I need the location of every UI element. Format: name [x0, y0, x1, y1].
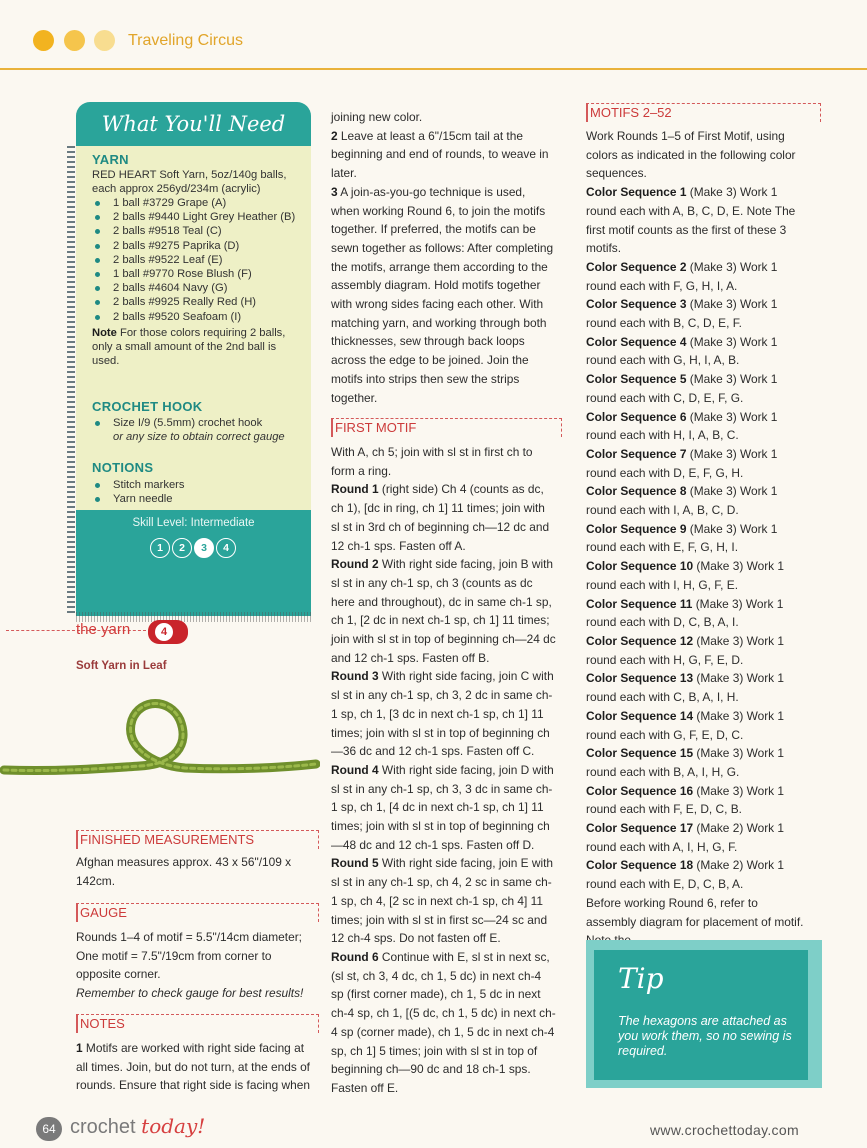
color-sequence: Color Sequence 10 (Make 3) Work 1 round each with I, H, G, F, E.	[586, 559, 785, 592]
color-sequence: Color Sequence 13 (Make 3) Work 1 round each with C, B, A, I, H.	[586, 671, 785, 705]
yarn-strand-image	[0, 690, 320, 800]
color-sequence: Color Sequence 5 (Make 3) Work 1 round each with C, D, E, F, G.	[586, 372, 778, 405]
color-sequence: Color Sequence 12 (Make 3) Work 1 round each with H, G, F, E, D.	[586, 633, 785, 667]
color-sequence: Color Sequence 11 (Make 3) Work 1 round each with D, C, B, A, I.	[586, 596, 784, 630]
magazine-brand: crochet today!	[70, 1114, 206, 1138]
list-item: 1 ball #3729 Grape (A)	[92, 196, 304, 210]
website-url: www.crochettoday.com	[650, 1122, 799, 1138]
finished-measurements-heading: FINISHED MEASUREMENTS	[80, 832, 255, 847]
list-item: 1 ball #9770 Rose Blush (F)	[92, 267, 304, 281]
header-rule	[0, 68, 867, 70]
yarn-intro: RED HEART Soft Yarn, 5oz/140g balls, each approx 256yd/234m (acrylic)	[92, 169, 287, 195]
yarn-name: Soft Yarn in Leaf	[76, 660, 167, 672]
color-sequence: Color Sequence 17 (Make 2) Work 1 round each with A, I, H, G, F.	[586, 821, 785, 854]
header-dot-icon	[94, 30, 115, 51]
skill-level-indicator	[150, 538, 240, 560]
list-item: or any size to obtain correct gauge	[113, 431, 285, 444]
yarn-note: Note For those colors requiring 2 balls, only a small amount of the 2nd ball is used.	[92, 327, 286, 367]
color-sequence: Color Sequence 3 (Make 3) Work 1 round each with B, C, D, E, F.	[586, 297, 778, 331]
skill-level-label: Skill Level: Intermediate	[132, 517, 255, 529]
page-header	[0, 0, 867, 70]
notions-list	[92, 478, 304, 506]
skill-level-2: 2	[172, 538, 192, 558]
first-motif-heading: FIRST MOTIF	[335, 420, 417, 435]
color-sequence: Color Sequence 9 (Make 3) Work 1 round each with E, F, G, H, I.	[586, 521, 778, 555]
note-1: 1 Motifs are worked with right side facing at all times. Join, but do not turn, at the ends of rounds. Ensure that right side is facing when	[76, 1041, 310, 1093]
yarn-list	[92, 196, 304, 324]
list-item: 2 balls #4604 Navy (G)	[92, 281, 304, 295]
list-item: Stitch markers	[92, 478, 304, 492]
list-item: Size I/9 (5.5mm) crochet hook	[92, 416, 304, 430]
color-sequence: Color Sequence 6 (Make 3) Work 1 round each with H, I, A, B, C.	[586, 409, 778, 443]
list-item: Yarn needle	[92, 492, 304, 506]
motifs-text: Work Rounds 1–5 of First Motif, using colors as indicated in the following color sequences. Color Sequence 1 (Make 3) Work 1 round each with A, B, C, D, E. Note The first motif counts as the first of these 3 motifs. Color Sequence 2 (Make 3) Work 1 round each with F, G, H, I, A. Color Sequence 3 (Make 3) Work 1 round each with B, C, D, E, F. Color Sequence 4 (Make 3) Work 1 round each with G, H, I, A, B. Color Sequence 5 (Make 3) Work 1 round each with C, D, E, F, G. Color Sequence 6 (Make 3) Work 1 round each with H, I, A, B, C. Color Sequence 7 (Make 3) Work 1 round each with D, E, F, G, H. Color Sequence 8 (Make 3) Work 1 round each with I, A, B, C, D. Color Sequence 9 (Make 3) Work 1 round each with E, F, G, H, I. Color Sequence 10 (Make 3) Work 1 round each with I, H, G, F, E. Color Sequence 11 (Make 3) Work 1 round each with D, C, B, A, I. Color Sequence 12 (Make 3) Work 1 round each with H, G, F, E, D. Color Sequence 13 (Make 3) Work 1 round each with C, B, A, I, H. Color Sequence 14 (Make 3) Work 1 round each with G, F, E, D, C. Color Sequence 15 (Make 3) Work 1 round each with B, A, I, H, G. Color Sequence 16 (Make 3) Work 1 round each with F, E, D, C, B. Color Sequence 17 (Make 2) Work 1 round each with A, I, H, G, F. Color Sequence 18 (Make 2) Work 1 round each with E, D, C, B, A. Before working Round 6, refer to assembly diagram for placement of motif.	[586, 127, 811, 950]
tip-title: Tip	[618, 962, 664, 995]
list-item: 2 balls #9440 Light Grey Heather (B)	[92, 210, 304, 224]
gauge-heading: GAUGE	[80, 905, 127, 920]
page-number: 64	[36, 1117, 62, 1141]
color-sequence: Color Sequence 18 (Make 2) Work 1 round each with E, D, C, B, A.	[586, 858, 785, 892]
color-sequence: Color Sequence 4 (Make 3) Work 1 round each with G, H, I, A, B.	[586, 334, 778, 368]
what-you-need-panel	[76, 102, 311, 582]
notes-continued: joining new color. 2 Leave at least a 6"/15cm tail at the beginning and end of rounds, to weave in later. 3 A join-as-you-go technique is used, when working Round 6, to join the motifs together. If preferred, the motifs can be sewn together as follows: After completing the motifs, arrange them according to the assembly diagram. Hold motifs together with wrong sides facing each other. With matching yarn, and working through both thicknesses, sew through back loops across the edge to be joined. Join the motifs into strips then sew the strips together.	[331, 110, 554, 405]
tip-text: The hexagons are attached as you work them, so no sewing is required.	[618, 1014, 792, 1058]
round-instruction: Round 6 Continue with E, sl st in next sc, (sl st, ch 3, 4 dc, ch 1, 5 dc) in next ch-4 sp (first corner made), ch 1, 5 dc in next ch-4 sp, ch 1, [(5 dc, ch 1, 5 dc) in next ch-4 sp (corner made), ch 1, 5 dc in next ch-4 sp, ch 1] 5 times; join with sl st in top of beginning ch—90 dc and 18 ch-1 sps. Fasten off E.	[331, 949, 556, 1095]
round-instruction: Round 5 With right side facing, join E with sl st in any ch-1 sp, ch 4, 2 sc in same ch-1 sp, ch 4, [2 sc in next ch-1 sp, ch 4] 11 times; join with sl st in first sc—24 sc and 12 ch-4 sps. Do not fasten off E.	[331, 856, 554, 946]
tip-inner	[594, 950, 808, 1080]
motifs-closing: Before working Round 6, refer to assembly diagram for placement of motif.	[586, 895, 804, 929]
notes-heading: NOTES	[80, 1016, 125, 1031]
list-item: 2 balls #9925 Really Red (H)	[92, 295, 304, 309]
header-dot-icon	[64, 30, 85, 51]
what-you-need-title: What You'll Need	[76, 102, 311, 146]
round-instruction: Round 2 With right side facing, join B with sl st in any ch-1 sp, ch 3 (counts as dc here and throughout), dc in same ch-1 sp, ch 1, [2 dc in next ch-1 sp, ch 1] 11 times; join with sl st in top of beginning ch—24 dc and 12 ch-1 sps. Fasten off B.	[331, 557, 556, 665]
first-motif-text: With A, ch 5; join with sl st in first ch to form a ring. Round 1 (right side) Ch 4 (counts as dc, ch 1), [dc in ring, ch 1] 11 times; join with sl st in 3rd ch of beginning ch—12 dc and 12 ch-1 sps. Fasten off A. Round 2 With right side facing, join B with sl st in any ch-1 sp, ch 3 (counts as dc here and throughout), dc in same ch-1 sp, ch 1, [2 dc in next ch-1 sp, ch 1] 11 times; join with sl st in top of beginning ch—24 dc and 12 ch-1 sps. Fasten off B. Round 3 With right side facing, join C with sl st in any ch-1 sp, ch 3, 2 dc in same ch-1 sp, ch 1, [3 dc in next ch-1 sp, ch 1] 11 times; join with sl st in top of beginning ch—36 dc and 12 ch-1 sps. Fasten off C. Round 4 With right side facing, join D with sl st in any ch-1 sp, ch 3, 3 dc in same ch-1 sp, ch 1, [4 dc in next ch-1 sp, ch 1] 11 times; join with sl st in top of beginning ch—48 dc and 12 ch-1 sps. Fasten off D. Round 5 With right side facing, join E with sl st in any ch-1 sp, ch 4, 2 sc in same ch-1 sp, ch 4, [2 sc in next ch-1 sp, ch 4] 11 times; join with sl st in first sc—24 sc and 12 ch-4 sps. Do not fasten off E. Round 6 Continue with E, sl st in next sc, (sl st, ch 3, 4 dc, ch 1, 5 dc) in next ch-4 sp (first corner made), ch 1, 5 dc in next ch-4 sp, ch 1, [(5 dc, ch 1, 5 dc) in next ch-4 sp (corner made), ch 1, 5 dc in next ch-4 sp, ch 1] 5 times; join with sl st in top of beginning ch—90 dc and 18 ch-1 sps. Fasten off E.	[331, 443, 556, 1098]
round-instruction: Round 1 (right side) Ch 4 (counts as dc, ch 1), [dc in ring, ch 1] 11 times; join with sl st in 3rd ch of beginning ch—12 dc and 12 ch-1 sps. Fasten off A.	[331, 482, 550, 553]
color-sequence: Color Sequence 1 (Make 3) Work 1 round each with A, B, C, D, E. Note The first motif counts as the first of these 3 motifs.	[586, 185, 796, 256]
hook-list	[92, 416, 304, 444]
list-item: 2 balls #9520 Seafoam (I)	[92, 310, 304, 324]
hook-heading: CROCHET HOOK	[92, 399, 203, 414]
motifs-heading: MOTIFS 2–52	[590, 105, 672, 120]
gauge-text: Rounds 1–4 of motif = 5.5"/14cm diameter; One motif = 7.5"/19cm from corner to opposite corner. Remember to check gauge for best results!	[76, 930, 304, 1001]
skill-level-band	[76, 510, 311, 616]
skill-level-4: 4	[216, 538, 236, 558]
list-item: 2 balls #9518 Teal (C)	[92, 224, 304, 238]
color-sequence: Color Sequence 7 (Make 3) Work 1 round each with D, E, F, G, H.	[586, 446, 778, 480]
finished-measurements-text: Afghan measures approx. 43 x 56"/109 x 142cm.	[76, 855, 292, 888]
skill-level-1: 1	[150, 538, 170, 558]
list-item: 2 balls #9522 Leaf (E)	[92, 253, 304, 267]
color-sequence: Color Sequence 2 (Make 3) Work 1 round each with F, G, H, I, A.	[586, 259, 778, 293]
color-sequence: Color Sequence 8 (Make 3) Work 1 round each with I, A, B, C, D.	[586, 484, 778, 518]
yarn-label: the yarn	[76, 621, 131, 638]
round-instruction: Round 4 With right side facing, join D with sl st in any ch-1 sp, ch 3, 3 dc in same ch-1 sp, ch 1, [4 dc in next ch-1 sp, ch 1] 11 times; join with sl st in top of beginning ch—48 dc and 12 ch-1 sps. Fasten off D.	[331, 762, 554, 852]
notions-heading: NOTIONS	[92, 460, 154, 475]
color-sequence: Color Sequence 14 (Make 3) Work 1 round each with G, F, E, D, C.	[586, 708, 785, 742]
yarn-heading: YARN	[92, 152, 129, 167]
tip-box	[586, 940, 822, 1088]
color-sequence: Color Sequence 15 (Make 3) Work 1 round each with B, A, I, H, G.	[586, 746, 785, 779]
section-title: Traveling Circus	[128, 32, 243, 49]
skill-level-3: 3	[194, 538, 214, 558]
yarn-weight-number: 4	[155, 623, 173, 641]
list-item: 2 balls #9275 Paprika (D)	[92, 239, 304, 253]
header-dot-icon	[33, 30, 54, 51]
color-sequence: Color Sequence 16 (Make 3) Work 1 round each with F, E, D, C, B.	[586, 783, 785, 817]
round-instruction: Round 3 With right side facing, join C with sl st in any ch-1 sp, ch 3, 2 dc in same ch-1 sp, ch 1, [3 dc in next ch-1 sp, ch 1] 11 times; join with sl st in top of beginning ch—36 dc and 12 ch-1 sps. Fasten off C.	[331, 669, 554, 759]
spiral-binding	[67, 146, 75, 616]
